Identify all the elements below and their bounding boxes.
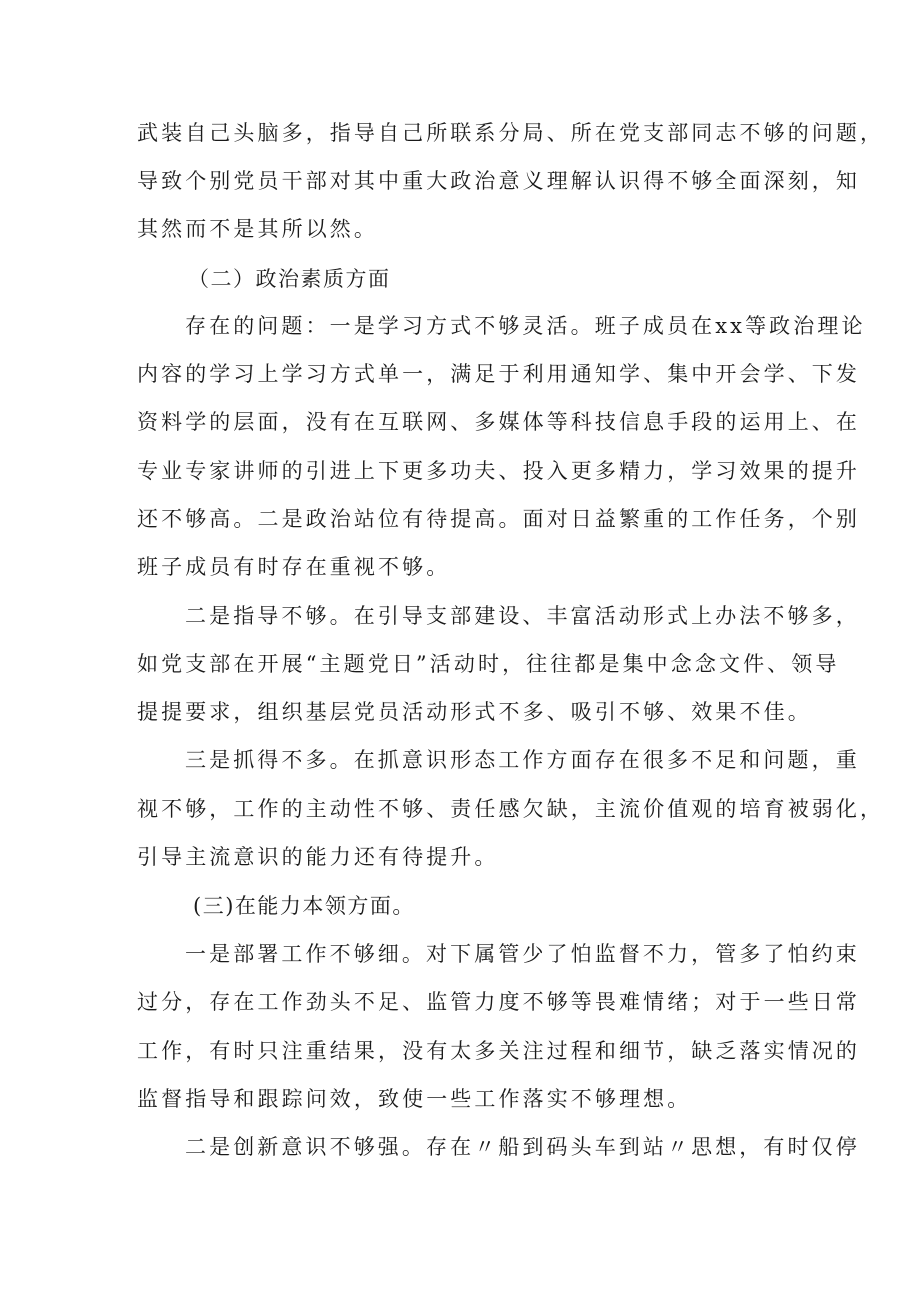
paragraph-line: 导致个别党员干部对其中重大政治意义理解认识得不够全面深刻，知 xyxy=(137,169,860,193)
paragraph-line: 提提要求，组织基层党员活动形式不多、吸引不够、效果不佳。 xyxy=(137,700,812,724)
paragraph-line: 资料学的层面，没有在互联网、多媒体等科技信息手段的运用上、在 xyxy=(137,410,860,434)
paragraph-line: 过分，存在工作劲头不足、监管力度不够等畏难情绪；对于一些日常 xyxy=(137,990,860,1014)
paragraph-line: 存在的问题：一是学习方式不够灵活。班子成员在xx等政治理论 xyxy=(185,314,866,338)
paragraph-line: 二是指导不够。在引导支部建设、丰富活动形式上办法不够多， xyxy=(185,604,860,628)
paragraph-line: 其然而不是其所以然。 xyxy=(137,217,378,241)
paragraph-line: 武装自己头脑多，指导自己所联系分局、所在党支部同志不够的问题， xyxy=(137,121,885,145)
paragraph-line: 二是创新意识不够强。存在〃船到码头车到站〃思想，有时仅停 xyxy=(185,1135,860,1159)
paragraph-line: 班子成员有时存在重视不够。 xyxy=(137,555,451,579)
section-heading-political-quality: （二）政治素质方面 xyxy=(188,267,391,291)
paragraph-line: 如党支部在开展“主题党日”活动时，往往都是集中念念文件、领导 xyxy=(137,652,840,676)
paragraph-line: 三是抓得不多。在抓意识形态工作方面存在很多不足和问题，重 xyxy=(185,748,860,772)
paragraph-line: 引导主流意识的能力还有待提升。 xyxy=(137,845,499,869)
section-heading-capability: (三)在能力本领方面。 xyxy=(193,894,415,918)
paragraph-line: 工作，有时只注重结果，没有太多关注过程和细节，缺乏落实情况的 xyxy=(137,1039,860,1063)
paragraph-line: 内容的学习上学习方式单一，满足于利用通知学、集中开会学、下发 xyxy=(137,362,860,386)
paragraph-line: 专业专家讲师的引进上下更多功夫、投入更多精力，学习效果的提升 xyxy=(137,459,860,483)
paragraph-line: 一是部署工作不够细。对下属管少了怕监督不力，管多了怕约束 xyxy=(185,942,860,966)
paragraph-line: 还不够高。二是政治站位有待提高。面对日益繁重的工作任务，个别 xyxy=(137,507,860,531)
paragraph-line: 监督指导和跟踪问效，致使一些工作落实不够理想。 xyxy=(137,1087,692,1111)
paragraph-line: 视不够，工作的主动性不够、责任感欠缺，主流价值观的培育被弱化， xyxy=(137,797,885,821)
